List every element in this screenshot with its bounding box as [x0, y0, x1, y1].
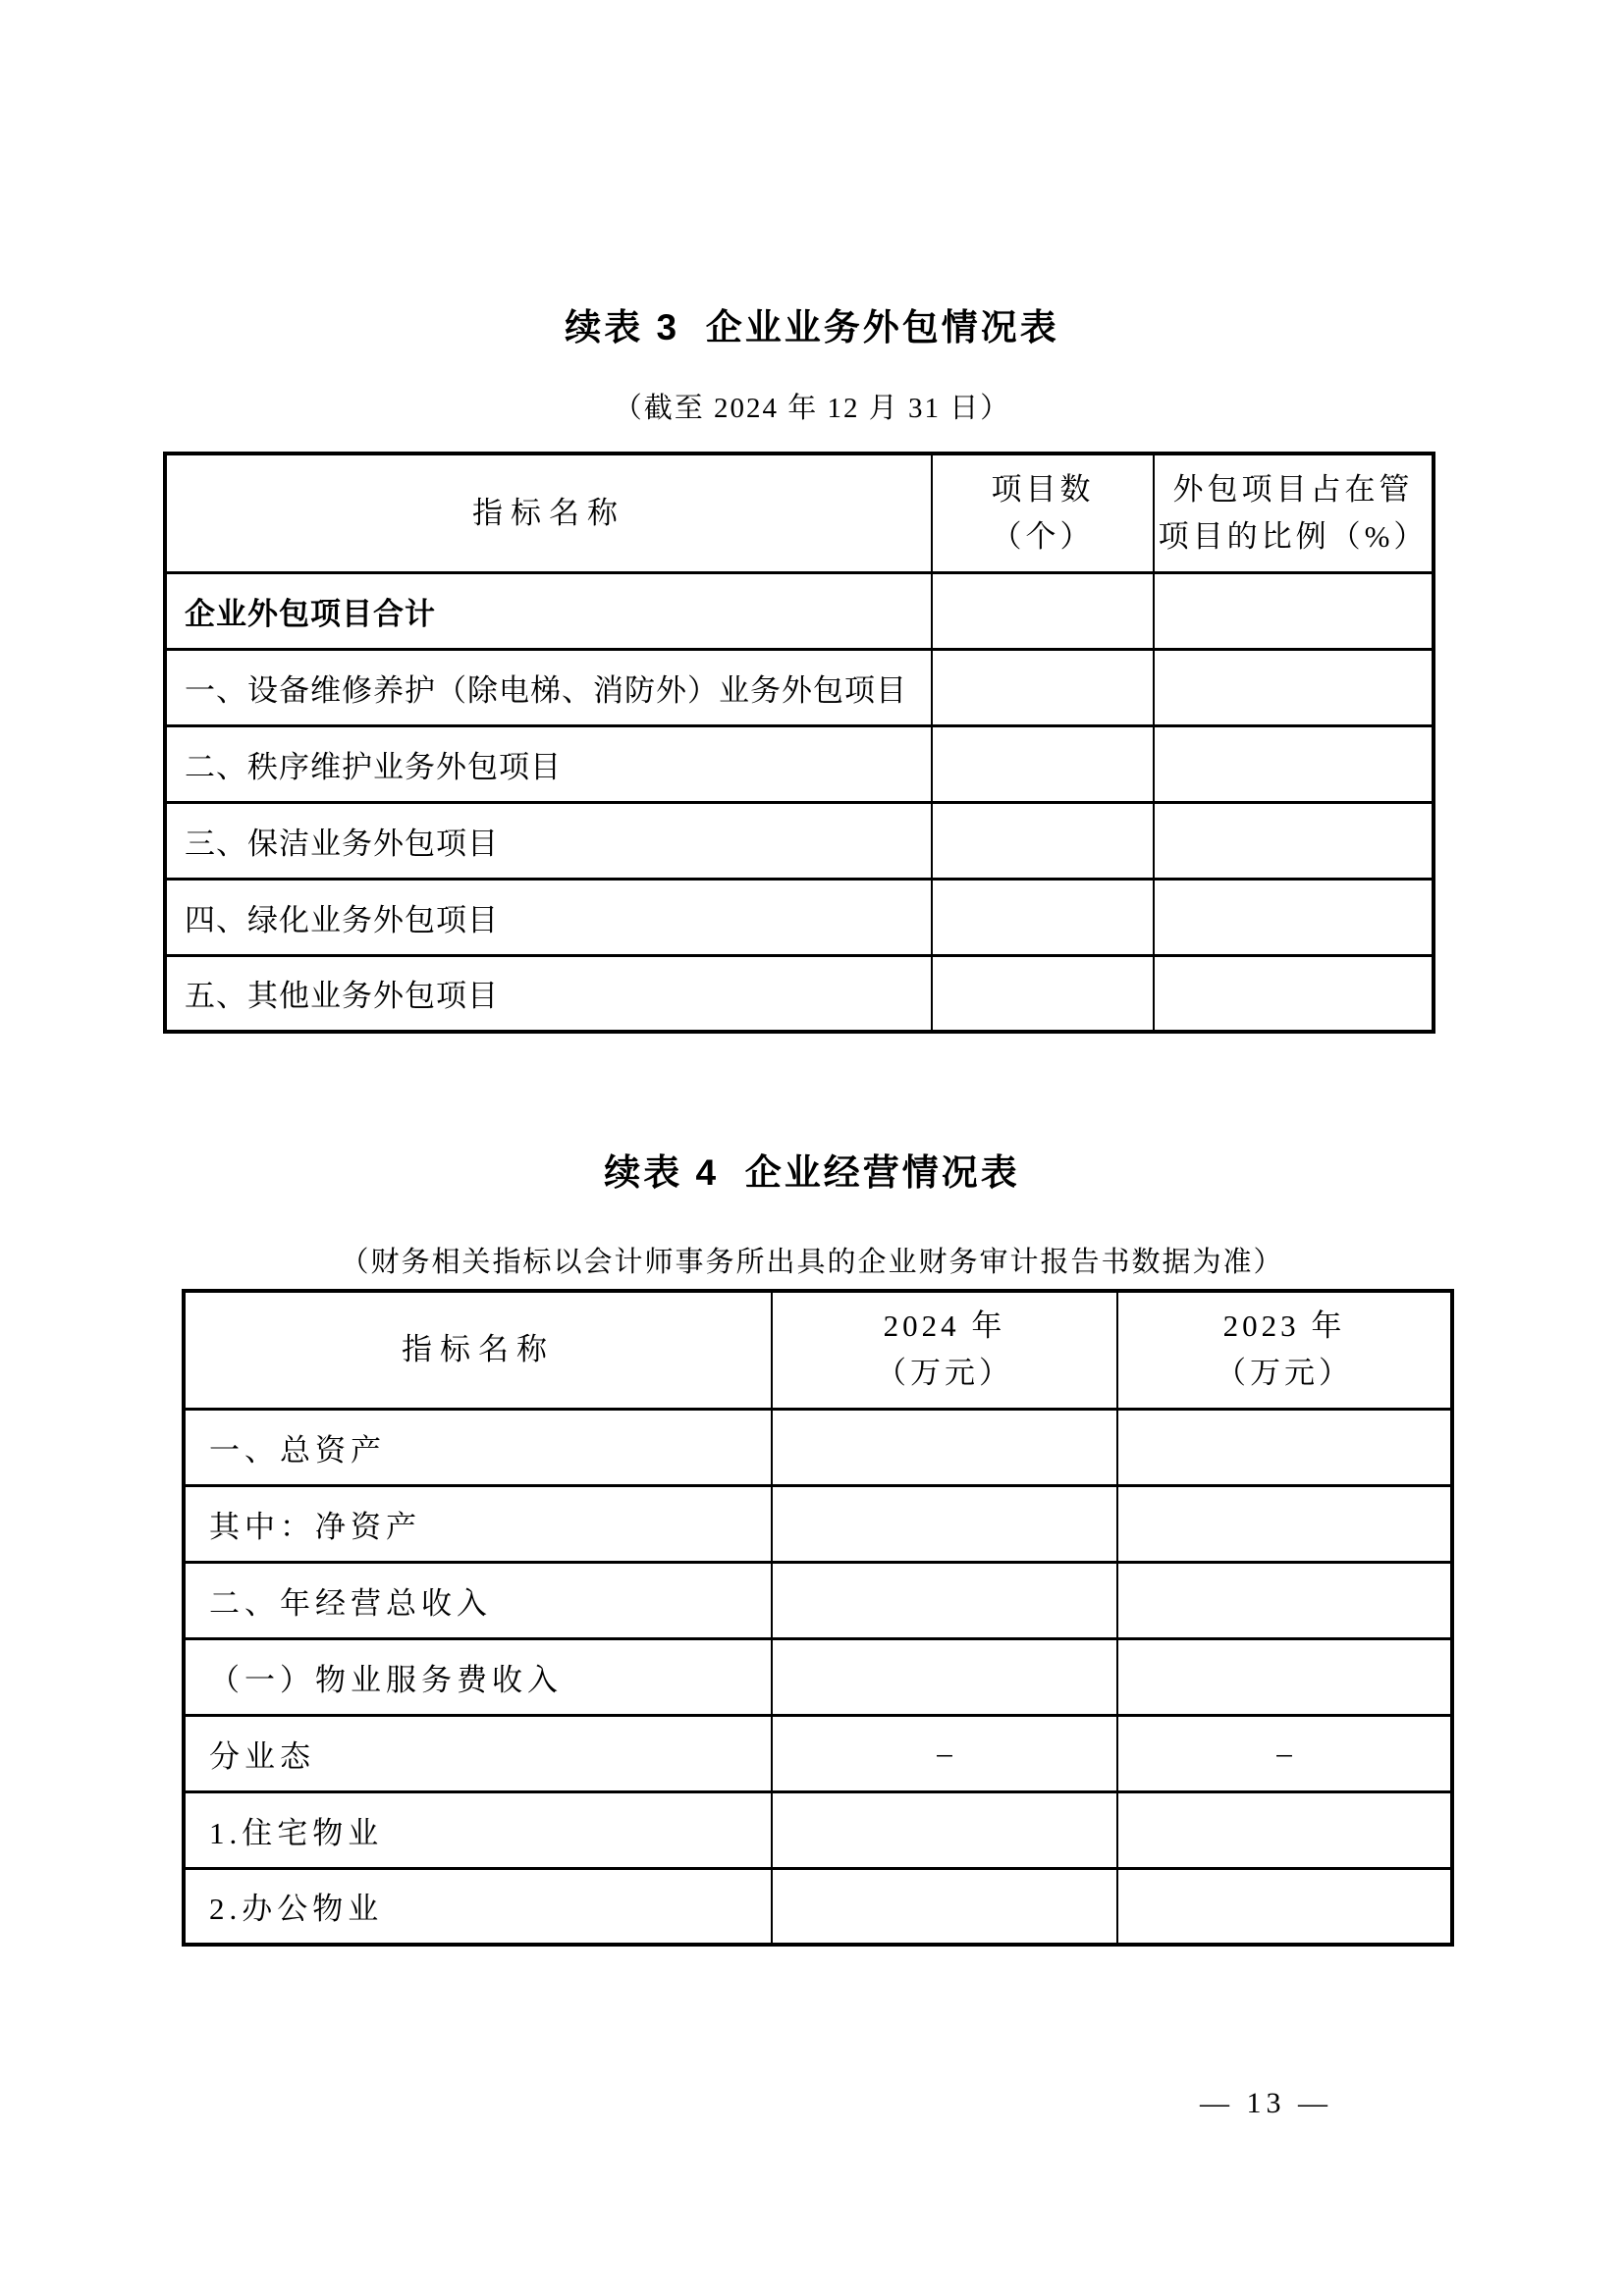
table-row [184, 1562, 1452, 1638]
outsourcing-table [163, 452, 1435, 1034]
row-label: 一、总资产 [184, 1409, 772, 1485]
row-label: 三、保洁业务外包项目 [165, 802, 932, 879]
row-2024-value [772, 1485, 1117, 1562]
table4-title: 续表 4 企业经营情况表 [604, 1152, 1020, 1193]
table3-header-ratio-line1: 外包项目占在管 [1172, 471, 1414, 507]
table3-title: 续表 3 企业业务外包情况表 [565, 307, 1059, 347]
row-2023-value [1117, 1868, 1452, 1945]
table-row [165, 572, 1434, 649]
table-row [184, 1715, 1452, 1791]
table3-header-count [932, 454, 1154, 572]
row-2023-value [1117, 1791, 1452, 1868]
row-2023-value [1117, 1485, 1452, 1562]
row-2023-value: – [1117, 1715, 1452, 1791]
row-2024-value [772, 1638, 1117, 1715]
row-2024-value [772, 1409, 1117, 1485]
page-number: — 13 — [1200, 2087, 1332, 2119]
row-2023-value [1117, 1562, 1452, 1638]
table3-header-ratio-line2: 项目的比例（%） [1158, 518, 1429, 554]
row-2024-value [772, 1868, 1117, 1945]
table3-header-count-line2: （个） [991, 518, 1095, 554]
table3-header-ratio [1154, 454, 1434, 572]
row-ratio-value [1154, 955, 1434, 1032]
row-ratio-value [1154, 649, 1434, 725]
table-row [165, 725, 1434, 802]
row-label: 分业态 [184, 1715, 772, 1791]
row-label: 二、秩序维护业务外包项目 [165, 725, 932, 802]
table-row [184, 1485, 1452, 1562]
row-label: 其中：净资产 [184, 1485, 772, 1562]
table-row [184, 1868, 1452, 1945]
row-count-value [932, 879, 1154, 955]
table-row [184, 1791, 1452, 1868]
table4-header-2024-line1: 2024 年 [883, 1308, 1006, 1344]
table4-header-row [184, 1291, 1452, 1409]
table4-header-2024 [772, 1291, 1117, 1409]
row-2023-value [1117, 1638, 1452, 1715]
table4-header-2023-line2: （万元） [1216, 1356, 1353, 1391]
row-label: 企业外包项目合计 [165, 572, 932, 649]
table-row [165, 879, 1434, 955]
table3-subtitle: （截至 2024 年 12 月 31 日） [613, 393, 1011, 424]
table4-header-2024-line2: （万元） [876, 1356, 1013, 1391]
row-label: 四、绿化业务外包项目 [165, 879, 932, 955]
row-count-value [932, 802, 1154, 879]
row-ratio-value [1154, 725, 1434, 802]
row-count-value [932, 572, 1154, 649]
row-label: 一、设备维修养护（除电梯、消防外）业务外包项目 [165, 649, 932, 725]
row-ratio-value [1154, 802, 1434, 879]
table3-header-count-line1: 项目数 [991, 471, 1095, 507]
table-row [165, 802, 1434, 879]
operations-table [182, 1289, 1454, 1947]
table4-header-2023 [1117, 1291, 1452, 1409]
row-count-value [932, 955, 1154, 1032]
row-label: 二、年经营总收入 [184, 1562, 772, 1638]
row-count-value [932, 725, 1154, 802]
row-2024-value [772, 1562, 1117, 1638]
row-label: 1.住宅物业 [184, 1791, 772, 1868]
table3-header-row [165, 454, 1434, 572]
row-count-value [932, 649, 1154, 725]
row-label: 五、其他业务外包项目 [165, 955, 932, 1032]
row-label: （一）物业服务费收入 [184, 1638, 772, 1715]
row-2024-value: – [772, 1715, 1117, 1791]
row-ratio-value [1154, 572, 1434, 649]
row-ratio-value [1154, 879, 1434, 955]
table-row [184, 1638, 1452, 1715]
table-row [165, 955, 1434, 1032]
row-label: 2.办公物业 [184, 1868, 772, 1945]
row-2023-value [1117, 1409, 1452, 1485]
table4-header-indicator: 指标名称 [184, 1291, 772, 1409]
table3-header-indicator: 指标名称 [165, 454, 932, 572]
table4-header-2023-line1: 2023 年 [1222, 1308, 1346, 1344]
table4-subtitle: （财务相关指标以会计师事务所出具的企业财务审计报告书数据为准） [340, 1247, 1284, 1278]
row-2024-value [772, 1791, 1117, 1868]
table-row [184, 1409, 1452, 1485]
table-row [165, 649, 1434, 725]
